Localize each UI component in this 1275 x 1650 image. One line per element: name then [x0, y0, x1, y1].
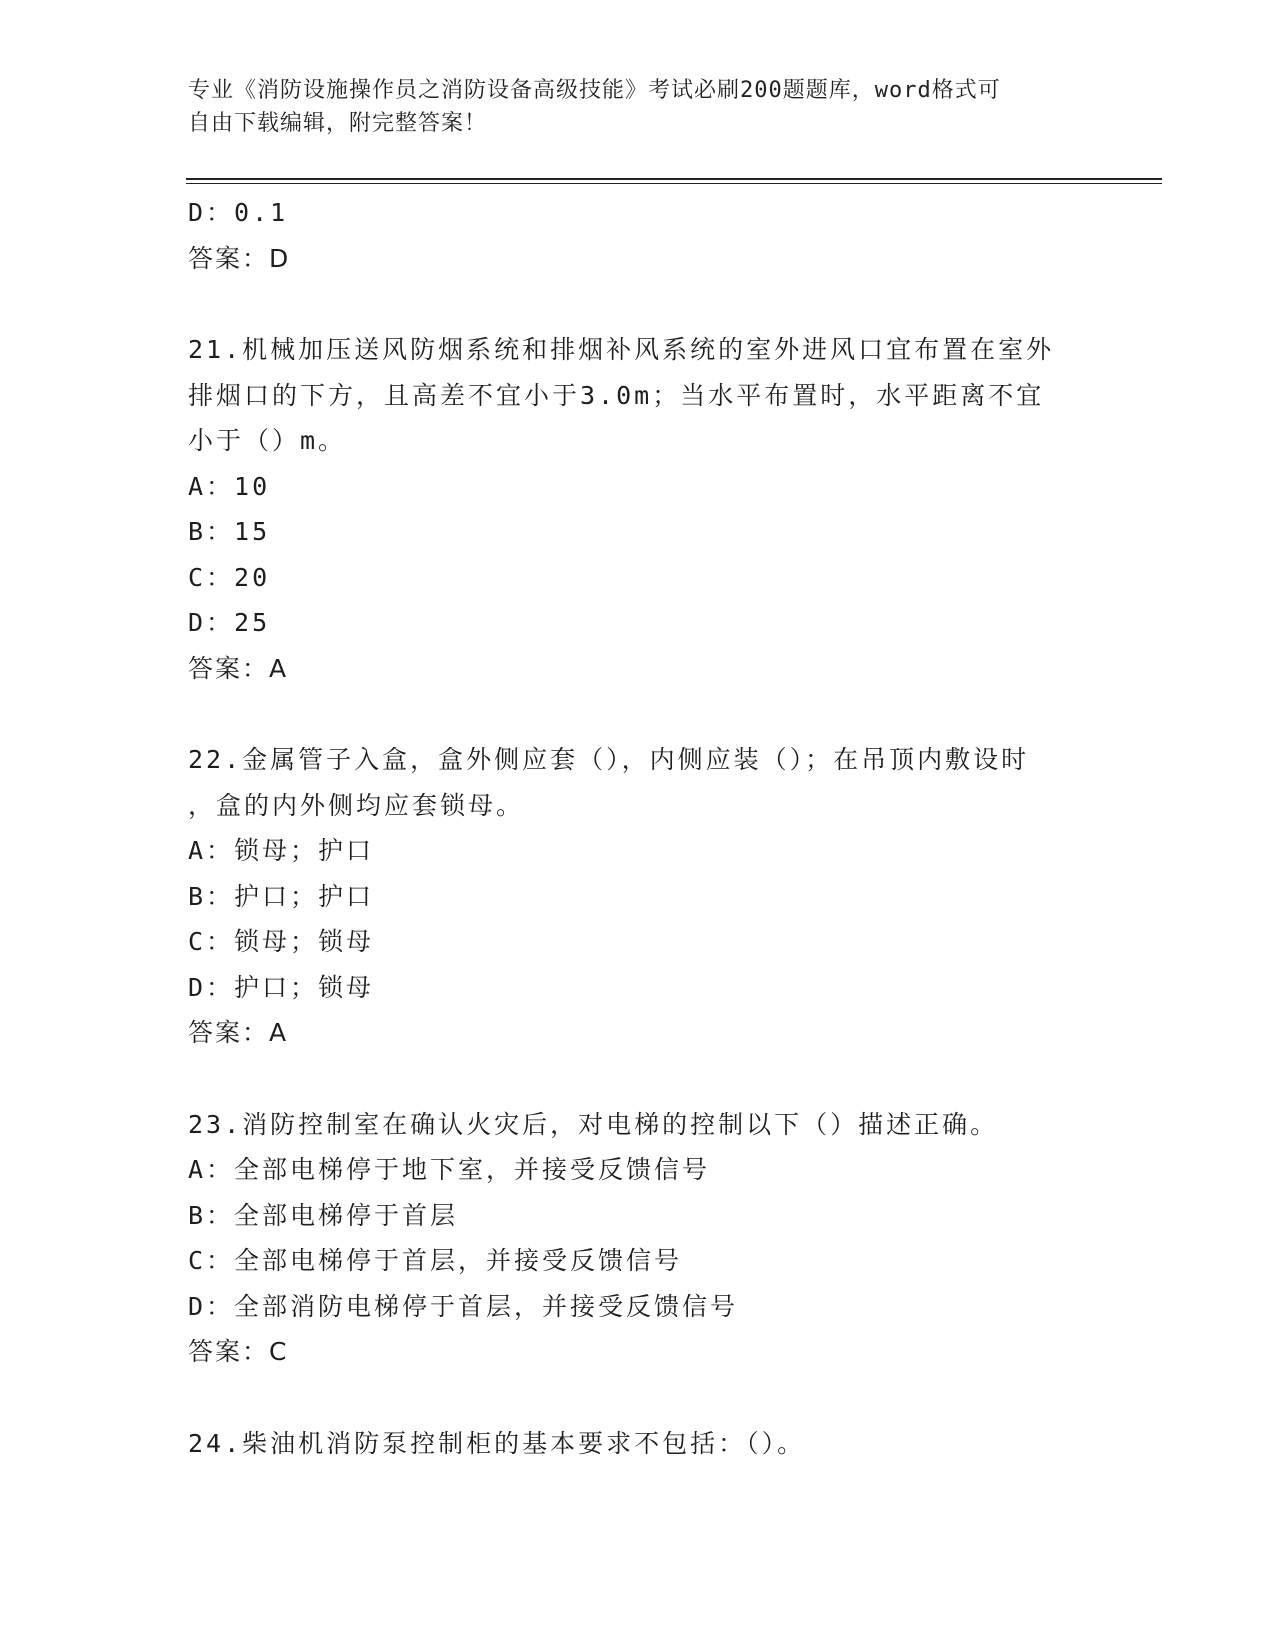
answer-line: 答案：A — [188, 653, 289, 683]
question-22 — [188, 737, 1088, 1056]
answer-line: 答案：A — [188, 1018, 289, 1047]
option-d: D：0.1 — [188, 198, 289, 227]
header-line-1: 专业《消防设施操作员之消防设备高级技能》考试必刷200题题库，word格式可 — [188, 78, 1001, 103]
option-d: D：护口；锁母 — [188, 972, 375, 1002]
option-a: A：10 — [188, 471, 271, 501]
option-a: A：锁母；护口 — [188, 836, 375, 865]
previous-question-tail — [188, 190, 1088, 281]
question-stem: 21.机械加压送风防烟系统和排烟补风系统的室外进风口宜布置在室外 — [188, 335, 1055, 364]
answer-line: 答案：C — [188, 1337, 289, 1366]
question-stem: 小于（）m。 — [188, 426, 347, 455]
question-23 — [188, 1102, 1088, 1375]
question-stem: ，盒的内外侧均应套锁母。 — [188, 790, 525, 820]
option-b: B：15 — [188, 517, 271, 546]
option-d: D：全部消防电梯停于首层，并接受反馈信号 — [188, 1291, 739, 1321]
header-divider-thin — [186, 183, 1162, 184]
question-stem: 22.金属管子入盒，盒外侧应套（），内侧应装（）；在吊顶内敷设时 — [188, 745, 1030, 774]
option-b: B：全部电梯停于首层 — [188, 1200, 459, 1230]
header-line-2: 自由下载编辑，附完整答案！ — [188, 111, 488, 136]
option-b: B：护口；护口 — [188, 881, 375, 911]
question-list — [188, 190, 1088, 1466]
question-stem: 排烟口的下方，且高差不宜小于3.0m；当水平布置时，水平距离不宜 — [188, 380, 1045, 410]
option-c: C：锁母；锁母 — [188, 927, 375, 956]
question-24 — [188, 1421, 1088, 1467]
answer-line: 答案：D — [188, 243, 291, 273]
header-divider — [186, 178, 1162, 180]
document-header — [188, 74, 1088, 140]
option-d: D：25 — [188, 608, 271, 637]
option-c: C：全部电梯停于首层，并接受反馈信号 — [188, 1246, 683, 1275]
question-stem: 24.柴油机消防泵控制柜的基本要求不包括：（）。 — [188, 1428, 806, 1458]
question-stem: 23.消防控制室在确认火灾后，对电梯的控制以下（）描述正确。 — [188, 1109, 999, 1139]
question-21 — [188, 327, 1088, 691]
option-c: C：20 — [188, 562, 271, 592]
option-a: A：全部电梯停于地下室，并接受反馈信号 — [188, 1155, 711, 1184]
